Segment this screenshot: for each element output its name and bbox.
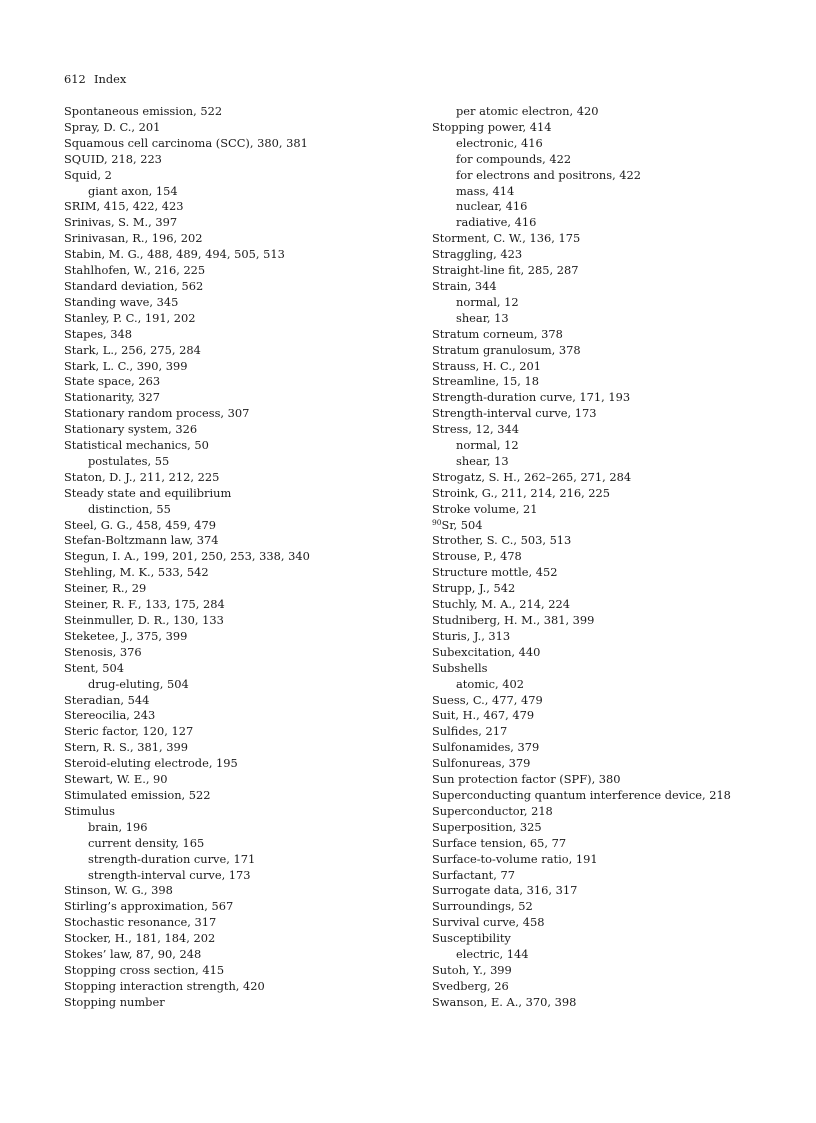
index-entry: Stimulated emission, 522 xyxy=(64,787,211,802)
index-entry: Subshells xyxy=(432,660,488,675)
index-entry: Stratum granulosum, 378 xyxy=(432,342,581,357)
index-subentry: mass, 414 xyxy=(456,183,515,198)
index-entry: Stabin, M. G., 488, 489, 494, 505, 513 xyxy=(64,247,285,262)
index-entry: Superconductor, 218 xyxy=(432,803,553,818)
index-entry: Stress, 12, 344 xyxy=(432,422,519,437)
index-entry: Standing wave, 345 xyxy=(64,294,179,309)
index-entry: Studniberg, H. M., 381, 399 xyxy=(432,613,595,627)
index-entry: Sutoh, Y., 399 xyxy=(432,962,512,977)
index-entry: Srinivas, S. M., 397 xyxy=(64,215,178,230)
index-subentry: nuclear, 416 xyxy=(456,199,528,214)
index-entry: Strupp, J., 542 xyxy=(432,581,516,596)
index-entry: Svedberg, 26 xyxy=(432,978,509,993)
index-entry: Stopping interaction strength, 420 xyxy=(64,978,265,993)
index-entry: Suit, H., 467, 479 xyxy=(432,708,535,723)
page-number: 612 xyxy=(64,72,86,86)
index-entry: Stanley, P. C., 191, 202 xyxy=(64,310,196,325)
index-entry: Steketee, J., 375, 399 xyxy=(64,628,188,643)
index-entry: Stationarity, 327 xyxy=(64,390,160,405)
index-entry: Sturis, J., 313 xyxy=(432,628,511,643)
index-subentry: electronic, 416 xyxy=(456,135,543,150)
index-entry: Strouse, P., 478 xyxy=(432,549,522,564)
index-entry: Stewart, W. E., 90 xyxy=(64,772,168,787)
index-entry: Stroke volume, 21 xyxy=(432,501,538,516)
index-subentry: giant axon, 154 xyxy=(88,183,178,198)
index-entry: Survival curve, 458 xyxy=(432,915,545,930)
isotope-mass-number: 90 xyxy=(432,517,442,527)
index-subentry: normal, 12 xyxy=(456,294,519,309)
index-entry: Stegun, I. A., 199, 201, 250, 253, 338, 340 xyxy=(64,549,310,564)
index-column-right xyxy=(432,104,782,1011)
index-entry: Strain, 344 xyxy=(432,278,497,293)
index-entry: Subexcitation, 440 xyxy=(432,644,541,659)
index-subentry: current density, 165 xyxy=(88,835,205,850)
index-entry: Stopping power, 414 xyxy=(432,119,552,134)
index-entry: Standard deviation, 562 xyxy=(64,278,204,293)
index-entry: Stereocilia, 243 xyxy=(64,708,156,723)
index-subentry: normal, 12 xyxy=(456,438,519,453)
index-entry: Stationary random process, 307 xyxy=(64,406,250,421)
index-entry: Sulfonamides, 379 xyxy=(432,740,540,755)
index-entry: Surroundings, 52 xyxy=(432,899,533,914)
index-entry: Squamous cell carcinoma (SCC), 380, 381 xyxy=(64,135,308,150)
index-subentry: strength-interval curve, 173 xyxy=(88,867,251,882)
index-entry: Statistical mechanics, 50 xyxy=(64,438,209,453)
index-entry: Steinmuller, D. R., 130, 133 xyxy=(64,613,224,627)
index-entry: Structure mottle, 452 xyxy=(432,565,558,580)
index-entry: Stenosis, 376 xyxy=(64,644,142,659)
index-entry: Swanson, E. A., 370, 398 xyxy=(432,994,577,1009)
index-entry: Stark, L. C., 390, 399 xyxy=(64,358,188,373)
index-entry: Strother, S. C., 503, 513 xyxy=(432,533,572,548)
index-entry: Sun protection factor (SPF), 380 xyxy=(432,772,621,787)
index-entry: Steiner, R. F., 133, 175, 284 xyxy=(64,597,225,612)
index-entry-text: Sr, 504 xyxy=(441,517,483,532)
index-subentry: distinction, 55 xyxy=(88,501,171,516)
index-entry: SQUID, 218, 223 xyxy=(64,151,162,166)
index-entry: Stahlhofen, W., 216, 225 xyxy=(64,263,206,278)
index-entry: Steric factor, 120, 127 xyxy=(64,724,194,739)
index-subentry: postulates, 55 xyxy=(88,453,170,468)
index-entry: Stern, R. S., 381, 399 xyxy=(64,740,188,755)
index-entry: Superconducting quantum interference device, 218 xyxy=(432,787,731,802)
index-entry: Squid, 2 xyxy=(64,167,112,182)
index-entry: Stent, 504 xyxy=(64,660,125,675)
index-entry: Stehling, M. K., 533, 542 xyxy=(64,565,209,580)
index-entry: State space, 263 xyxy=(64,374,161,389)
index-entry: Stapes, 348 xyxy=(64,326,133,341)
index-subentry: drug-eluting, 504 xyxy=(88,676,189,691)
index-subentry: shear, 13 xyxy=(456,453,509,468)
index-entry: Stopping number xyxy=(64,994,165,1009)
index-subentry: brain, 196 xyxy=(88,819,148,834)
index-entry: Steel, G. G., 458, 459, 479 xyxy=(64,517,216,532)
index-entry: Sulfonureas, 379 xyxy=(432,756,531,771)
index-subentry: for compounds, 422 xyxy=(456,151,572,166)
index-entry: Superposition, 325 xyxy=(432,819,542,834)
index-entry: Straight-line fit, 285, 287 xyxy=(432,263,579,278)
index-entry: Stroink, G., 211, 214, 216, 225 xyxy=(432,485,611,500)
index-entry: Stochastic resonance, 317 xyxy=(64,915,217,930)
index-entry: Steroid-eluting electrode, 195 xyxy=(64,756,238,771)
index-entry: Storment, C. W., 136, 175 xyxy=(432,231,581,246)
index-entry: SRIM, 415, 422, 423 xyxy=(64,199,184,214)
index-entry: Stationary system, 326 xyxy=(64,422,198,437)
index-entry: Stimulus xyxy=(64,803,115,818)
index-subentry: atomic, 402 xyxy=(456,676,525,691)
index-subentry: electric, 144 xyxy=(456,947,529,962)
index-entry: Steiner, R., 29 xyxy=(64,581,147,596)
index-subentry: shear, 13 xyxy=(456,310,509,325)
index-subentry: radiative, 416 xyxy=(456,215,537,230)
index-entry: Stinson, W. G., 398 xyxy=(64,883,173,898)
index-entry: Spontaneous emission, 522 xyxy=(64,104,223,118)
index-entry: Susceptibility xyxy=(432,931,511,946)
index-entry: Sulfides, 217 xyxy=(432,724,508,739)
index-subentry: strength-duration curve, 171 xyxy=(88,851,256,866)
index-entry: Suess, C., 477, 479 xyxy=(432,692,543,707)
index-entry: Stratum corneum, 378 xyxy=(432,326,563,341)
index-entry: Streamline, 15, 18 xyxy=(432,374,539,389)
index-entry: Surface tension, 65, 77 xyxy=(432,835,567,850)
index-entry: Strauss, H. C., 201 xyxy=(432,358,541,373)
index-subentry: per atomic electron, 420 xyxy=(456,104,599,118)
index-entry: Stuchly, M. A., 214, 224 xyxy=(432,597,570,612)
index-subentry: for electrons and positrons, 422 xyxy=(456,167,642,182)
section-title: Index xyxy=(94,72,127,86)
index-entry: Strogatz, S. H., 262–265, 271, 284 xyxy=(432,469,632,484)
index-entry: Steady state and equilibrium xyxy=(64,485,232,500)
index-column-left xyxy=(64,104,414,1011)
index-entry: Steradian, 544 xyxy=(64,692,150,707)
index-entry: Spray, D. C., 201 xyxy=(64,119,161,134)
index-entry: Surfactant, 77 xyxy=(432,867,515,882)
index-entry: Surface-to-volume ratio, 191 xyxy=(432,851,598,866)
index-entry: Stefan-Boltzmann law, 374 xyxy=(64,533,219,548)
running-head xyxy=(64,72,126,86)
index-entry: Stocker, H., 181, 184, 202 xyxy=(64,931,216,946)
index-entry: Straggling, 423 xyxy=(432,247,523,262)
index-entry xyxy=(432,518,782,534)
index-entry: Stirling’s approximation, 567 xyxy=(64,899,234,914)
index-entry: Strength-interval curve, 173 xyxy=(432,406,597,421)
index-entry: Srinivasan, R., 196, 202 xyxy=(64,231,203,246)
index-entry: Staton, D. J., 211, 212, 225 xyxy=(64,469,220,484)
index-entry: Stokes’ law, 87, 90, 248 xyxy=(64,947,202,962)
index-entry: Stopping cross section, 415 xyxy=(64,962,225,977)
index-entry: Stark, L., 256, 275, 284 xyxy=(64,342,201,357)
index-entry: Strength-duration curve, 171, 193 xyxy=(432,390,631,405)
index-entry: Surrogate data, 316, 317 xyxy=(432,883,578,898)
